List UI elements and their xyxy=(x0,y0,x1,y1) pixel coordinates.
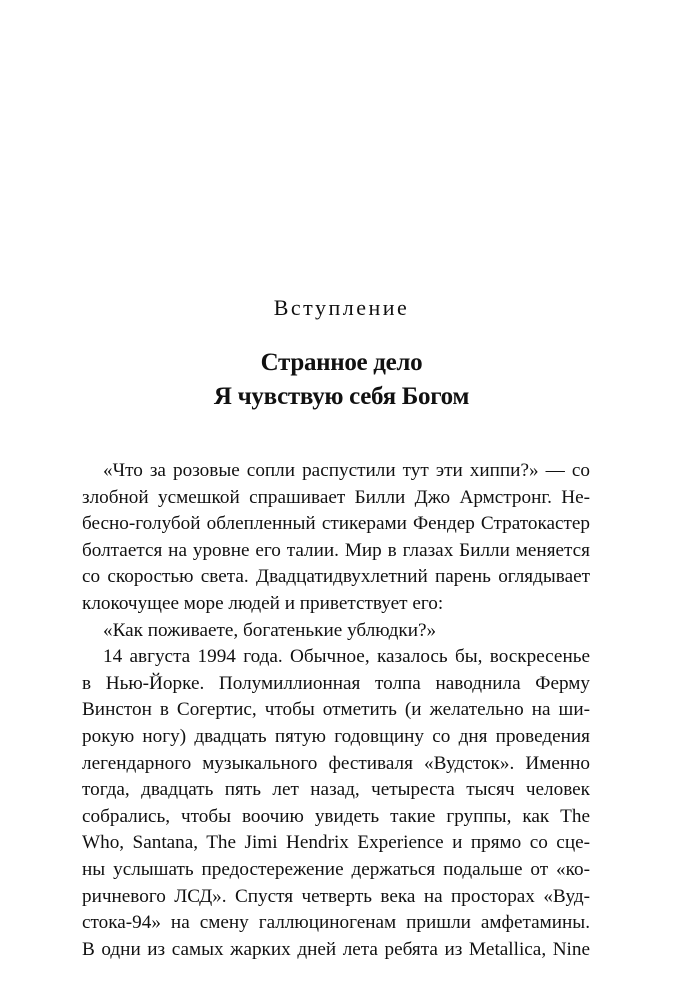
body-line: со скоростью света. Двадцатидвухлетний парень оглядывает xyxy=(82,566,590,588)
body-line: «Как поживаете, богатенькие ублюдки?» xyxy=(103,619,437,641)
body-line: болтается на уровне его талии. Мир в глазах Билли меняется xyxy=(82,539,590,561)
body-line: клокочущее море людей и приветствует его: xyxy=(82,592,444,614)
body-line: Винстон в Согертис, чтобы отметить (и желательно на ши- xyxy=(82,699,590,721)
body-line: стока-94» на смену галлюциногенам пришли амфетамины. xyxy=(82,912,590,934)
chapter-title xyxy=(0,346,683,414)
section-label: Вступление xyxy=(273,295,410,320)
body-line: легендарного музыкального фестиваля «Вудсток». Именно xyxy=(82,752,590,774)
body-line: В одни из самых жарких дней лета ребята из Metallica, Nine xyxy=(82,938,590,960)
body-line: Who, Santana, The Jimi Hendrix Experience и прямо со сце- xyxy=(82,832,590,854)
body-line: бесно-голубой облепленный стикерами Фендер Стратокастер xyxy=(82,513,590,535)
body-line: тогда, двадцать пять лет назад, четыреста тысяч человек xyxy=(82,779,590,801)
chapter-title-line-2: Я чувствую себя Богом xyxy=(213,383,470,410)
body-line: злобной усмешкой спрашивает Билли Джо Армстронг. Не- xyxy=(82,486,590,508)
chapter-title-line-1: Странное дело xyxy=(260,349,423,376)
body-line: ны услышать предостережение держаться подальше от «ко- xyxy=(82,858,590,880)
body-line: собрались, чтобы воочию увидеть такие группы, как The xyxy=(82,805,590,827)
body-line: в Нью-Йорке. Полумиллионная толпа наводнила Ферму xyxy=(82,672,590,694)
body-line: рокую ногу) двадцать пятую годовщину со дня проведения xyxy=(82,725,590,747)
body-line: ричневого ЛСД». Спустя четверть века на просторах «Вуд- xyxy=(82,885,590,907)
body-line: 14 августа 1994 года. Обычное, казалось бы, воскресенье xyxy=(103,646,590,668)
body-text xyxy=(82,458,590,963)
body-line: «Что за розовые сопли распустили тут эти хиппи?» — со xyxy=(103,460,590,481)
